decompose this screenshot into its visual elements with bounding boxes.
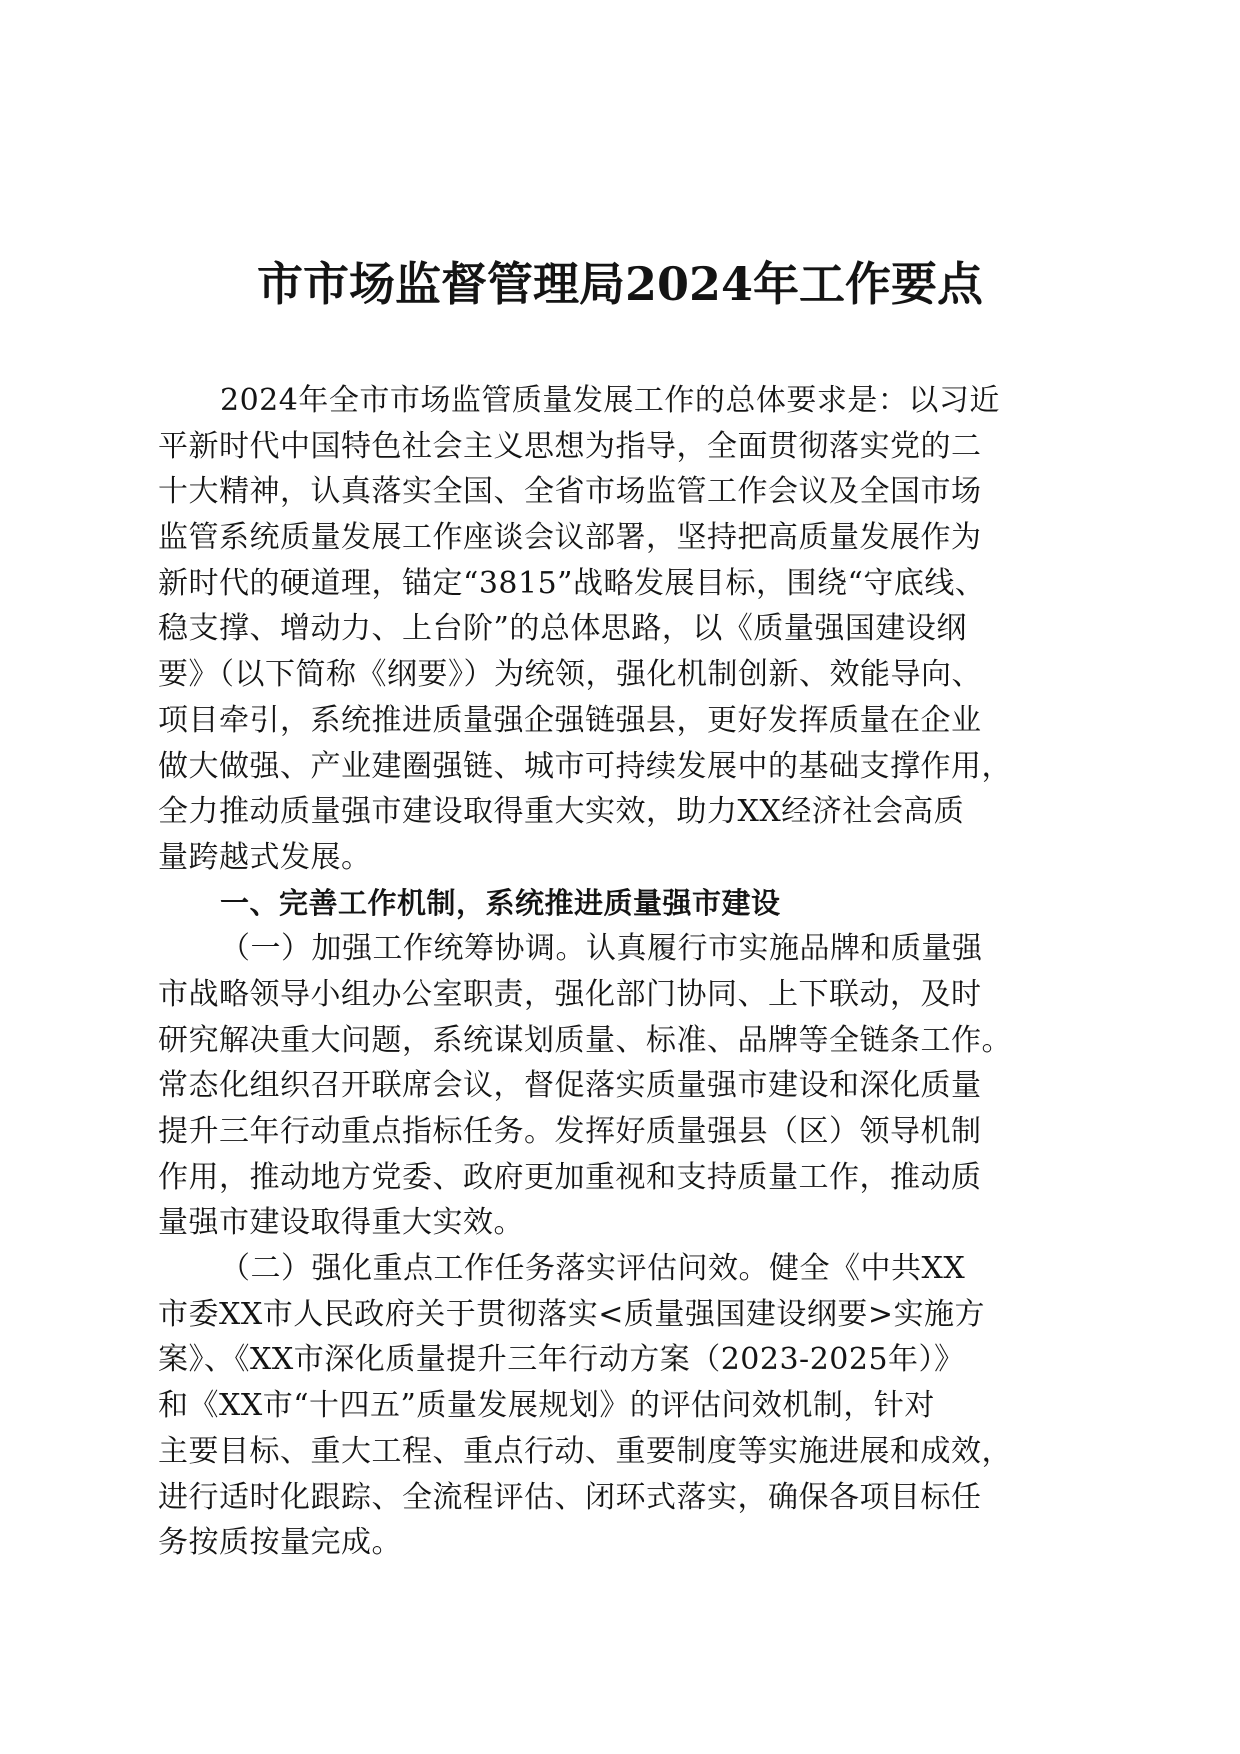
body-text-line: 监管系统质量发展工作座谈会议部署，坚持把高质量发展作为 <box>158 520 982 556</box>
body-text-line: （二）强化重点工作任务落实评估问效。健全《中共XX <box>220 1251 966 1287</box>
section-heading: 一、完善工作机制，系统推进质量强市建设 <box>220 885 781 920</box>
body-text-line: 进行适时化跟踪、全流程评估、闭环式落实，确保各项目标任 <box>158 1479 982 1515</box>
page-title: 市市场监督管理局2024年工作要点 <box>256 257 984 311</box>
body-text-line: 市委XX市人民政府关于贯彻落实<质量强国建设纲要>实施方 <box>158 1296 985 1332</box>
body-text-line: 量跨越式发展。 <box>158 839 372 875</box>
body-text-line: 研究解决重大问题，系统谋划质量、标准、品牌等全链条工作。 <box>158 1022 1012 1058</box>
body-text-line: 要》（以下简称《纲要》）为统领，强化机制创新、效能导向、 <box>158 657 982 693</box>
body-text-line: 提升三年行动重点指标任务。发挥好质量强县（区）领导机制 <box>158 1114 982 1149</box>
body-text-line: 平新时代中国特色社会主义思想为指导，全面贯彻落实党的二 <box>158 428 982 464</box>
body-text-line: 新时代的硬道理，锚定“3815”战略发展目标，围绕“守底线、 <box>158 565 986 601</box>
body-text-line: 量强市建设取得重大实效。 <box>158 1205 524 1241</box>
body-text-line: 稳支撑、增动力、上台阶”的总体思路，以《质量强国建设纲 <box>158 611 967 647</box>
document-body <box>158 378 1093 1566</box>
body-text-line: （一）加强工作统筹协调。认真履行市实施品牌和质量强 <box>220 931 983 967</box>
body-text-line: 十大精神，认真落实全国、全省市场监管工作会议及全国市场 <box>158 474 982 510</box>
body-text-line: 案》、《XX市深化质量提升三年行动方案（2023-2025年）》 <box>158 1342 965 1378</box>
body-text-line: 2024年全市市场监管质量发展工作的总体要求是：以习近 <box>220 383 1000 418</box>
body-text-line: 常态化组织召开联席会议，督促落实质量强市建设和深化质量 <box>158 1068 982 1104</box>
body-text-line: 和《XX市“十四五”质量发展规划》的评估问效机制，针对 <box>158 1388 935 1424</box>
body-text-line: 务按质按量完成。 <box>158 1525 402 1561</box>
body-text-line: 市战略领导小组办公室职责，强化部门协同、上下联动，及时 <box>158 976 982 1012</box>
body-text-line: 主要目标、重大工程、重点行动、重要制度等实施进展和成效， <box>158 1433 1012 1469</box>
body-text-line: 全力推动质量强市建设取得重大实效，助力XX经济社会高质 <box>158 794 965 830</box>
body-text-line: 项目牵引，系统推进质量强企强链强县，更好发挥质量在企业 <box>158 702 982 738</box>
body-text-line: 作用，推动地方党委、政府更加重视和支持质量工作，推动质 <box>158 1159 982 1195</box>
body-text-line: 做大做强、产业建圈强链、城市可持续发展中的基础支撑作用， <box>158 748 1012 784</box>
